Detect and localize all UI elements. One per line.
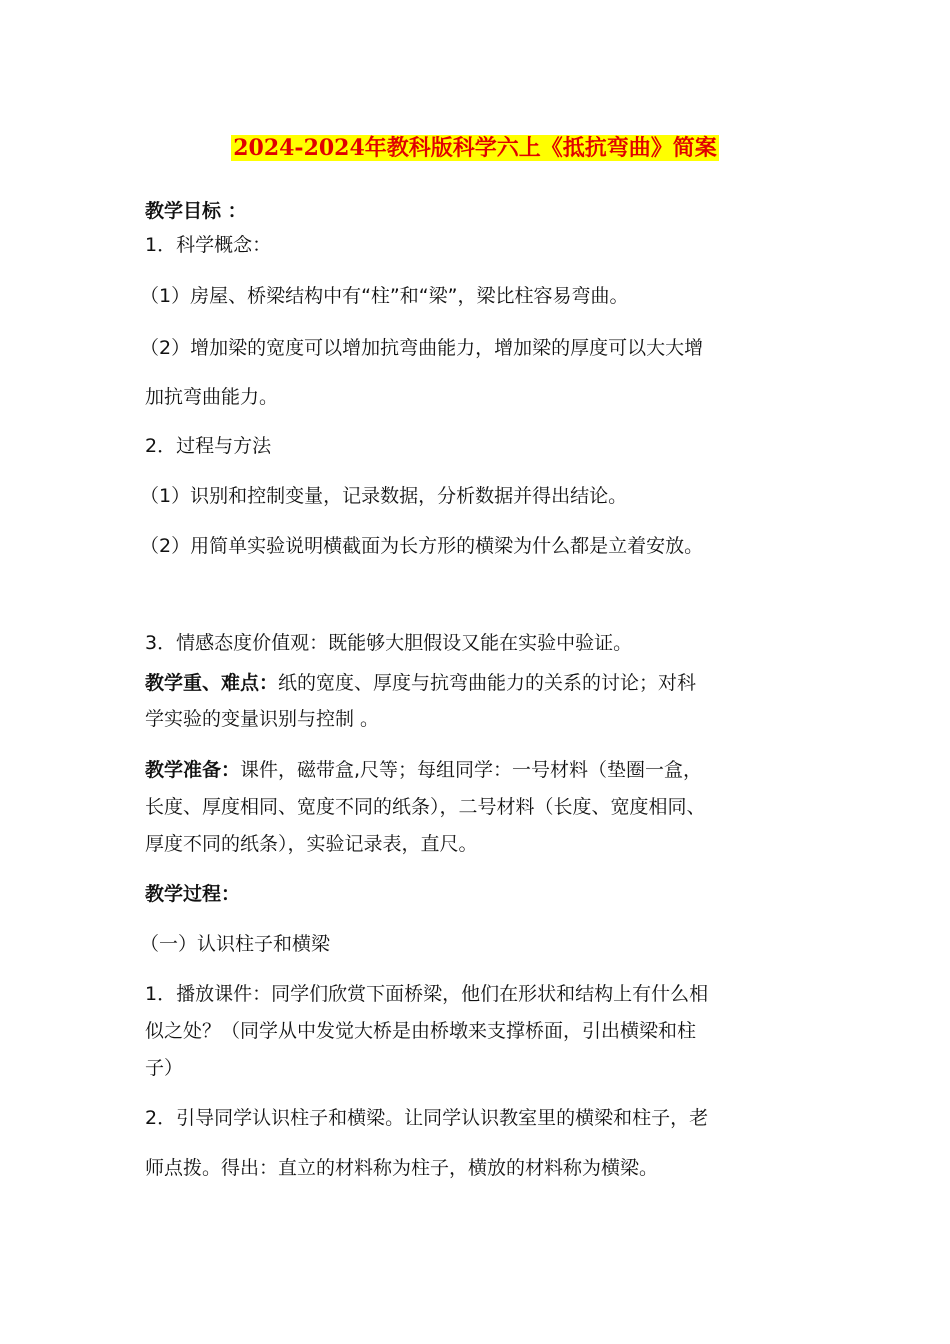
attitude-line: 3．情感态度价值观：既能够大胆假设又能在实验中验证。 <box>145 632 633 654</box>
key-points-label: 教学重、难点： <box>145 672 279 694</box>
prep-line-3: 厚度不同的纸条），实验记录表，直尺。 <box>145 833 478 855</box>
prep-label: 教学准备： <box>145 759 241 781</box>
step-1-line-1: 1．播放课件：同学们欣赏下面桥梁，他们在形状和结构上有什么相 <box>145 983 709 1005</box>
key-points-line-1 <box>145 670 696 696</box>
goals-heading: 教学目标 ： <box>145 200 247 222</box>
process-item-2: （2）用简单实验说明横截面为长方形的横梁为什么都是立着安放。 <box>140 535 704 557</box>
concept-item-1: （1）房屋、桥梁结构中有“柱”和“梁”，梁比柱容易弯曲。 <box>140 285 629 307</box>
prep-text: 课件，磁带盒,尺等；每组同学：一号材料（垫圈一盒， <box>240 759 703 781</box>
concept-heading: 1．科学概念： <box>145 234 272 256</box>
section-1-heading: （一）认识柱子和横梁 <box>140 933 331 955</box>
process-item-1: （1）识别和控制变量，记录数据，分析数据并得出结论。 <box>140 485 628 507</box>
step-2-line-2: 师点拨。得出：直立的材料称为柱子，横放的材料称为横梁。 <box>145 1157 659 1179</box>
step-2-line-1: 2．引导同学认识柱子和横梁。让同学认识教室里的横梁和柱子，老 <box>145 1107 709 1129</box>
concept-item-2-line-1: （2）增加梁的宽度可以增加抗弯曲能力，增加梁的厚度可以大大增 <box>140 337 704 359</box>
document-title: 2024-2024年教科版科学六上《抵抗弯曲》简案 <box>233 135 717 161</box>
key-points-line-2: 学实验的变量识别与控制 。 <box>145 708 380 730</box>
process-heading: 2．过程与方法 <box>145 435 272 457</box>
concept-item-2-line-2: 加抗弯曲能力。 <box>145 386 279 408</box>
prep-line-2: 长度、厚度相同、宽度不同的纸条），二号材料（长度、宽度相同、 <box>145 796 706 818</box>
document-title-row <box>0 134 950 162</box>
step-1-line-2: 似之处？（同学从中发觉大桥是由桥墩来支撑桥面，引出横梁和柱 <box>145 1020 697 1042</box>
key-points-text: 纸的宽度、厚度与抗弯曲能力的关系的讨论；对科 <box>278 672 697 694</box>
prep-line-1 <box>145 757 702 783</box>
process-label: 教学过程： <box>145 883 241 905</box>
step-1-line-3: 子） <box>145 1057 184 1079</box>
